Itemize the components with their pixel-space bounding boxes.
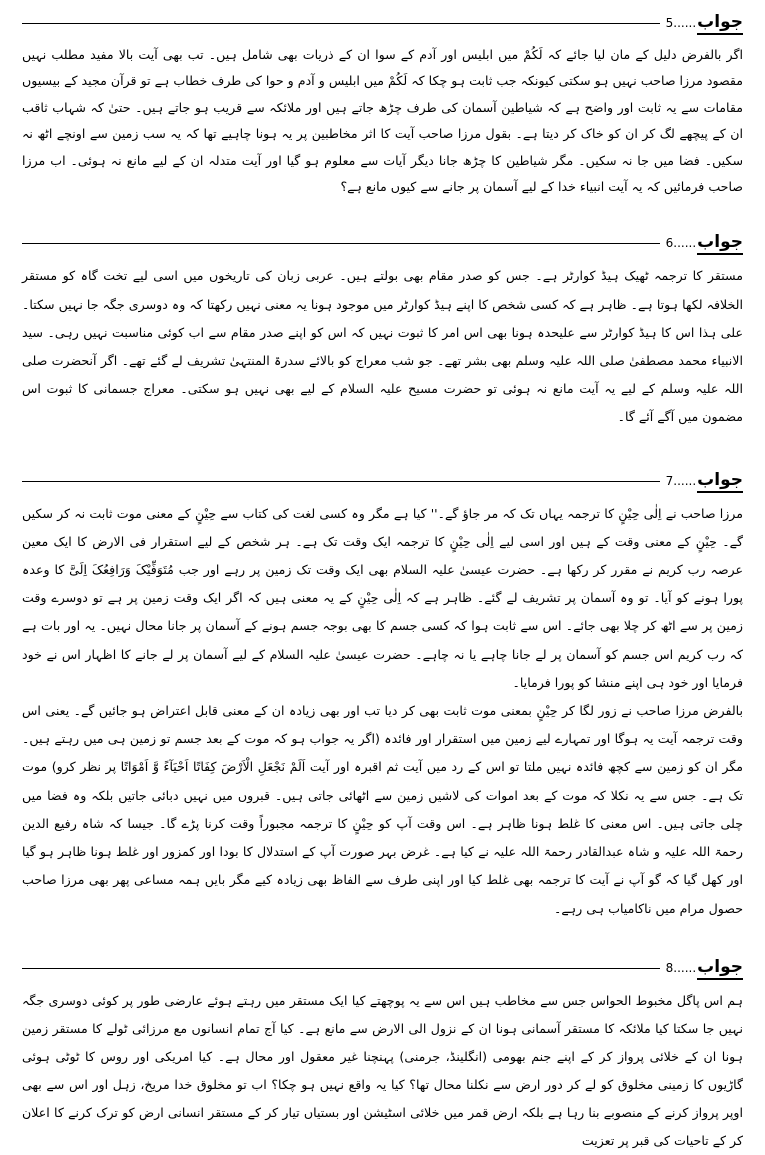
section-header — [22, 12, 743, 34]
section-paragraph: مرزا صاحب نے اِلٰی حِیْنٍ کا ترجمہ یہاں تک کہ مر جاؤ گے۔'' کیا ہے مگر وہ کسی لغت کی کتاب سے حِیْنٍ کے معنی موت ثابت نہ کر سکیں گے۔ حِیْنٍ کے معنی وقت کے ہیں اور اسی لیے اِلٰی حِیْنٍ کا ترجمہ ایک وقت تک ہے۔ ہر شخص کے لیے استقرار فی الارض کا ایک معین عرصہ رب کریم نے مقرر کر رکھا ہے۔ حضرت عیسیٰ علیہ السلام بھی ایک وقت تک زمین پر رہے اور جب مُتَوَفِّیْکَ وَرَافِعُکَ اِلَیَّ کا وعدہ پورا ہونے کو آیا۔ تو وہ آسمان پر تشریف لے گئے۔ ظاہر ہے کہ اِلٰی حِیْنٍ کے یہ معنی ہیں کہ اگر ایک وقت زمین پر ہے تو دوسرے وقت زمین پر سے اٹھ کر چلا بھی جائے۔ اس سے ثابت ہوا کہ کسی جسم کا بھی بوجہ جسم ہونے کے آسمان پر جانا محال نہیں۔ یہ اور بات ہے کہ رب کریم اس جسم کو آسمان پر لے جانا چاہے یا نہ چاہے۔ حضرت عیسیٰ علیہ السلام کے لیے آسمان پر لے جانے کا اظہار اس نے خود فرمایا اور خود ہی اپنے منشا کو پورا فرمایا۔ — [22, 505, 743, 690]
section-number: 7...... — [665, 473, 697, 488]
section-heading: جواب — [697, 11, 743, 35]
answer-section-5 — [22, 12, 743, 200]
header-label — [660, 470, 743, 492]
header-rule — [22, 481, 743, 482]
section-header — [22, 232, 743, 254]
section-number: 8...... — [665, 960, 697, 975]
section-number: 6...... — [665, 236, 697, 251]
section-paragraph: ہم اس پاگل مخبوط الحواس جس سے مخاطب ہیں اس سے یہ پوچھتے کیا ایک مستقر میں رہتے ہوئے عارضی طور پر کوئی دوسری جگہ نہیں جا سکتا کیا ملائکہ کا مستقر آسمانی ہونا ان کے نزول الی الارض سے مانع ہے۔ کیا آج تمام انسانوں مع مرزائی ٹولے کا مستقر زمین ہونا ان کے خلائی پرواز کر کے اپنے جنم بھومی (انگلینڈ، جرمنی) پہنچنا غیر معقول اور محال ہے۔ کیا امریکی اور روس کا ٹوٹی ہوئی گاڑیوں کا زمینی مخلوق کو لے کر دور ارض سے نکلنا محال تھا؟ کیا یہ واقع نہیں ہو چکا؟ اب تو مخلوق خدا مریخ، زہل اور اس سے بھی اوپر پرواز کرنے کے منصوبے بنا رہا ہے بلکہ ارض قمر میں خلائی اسٹیشن اور بستیاں تیار کر کے مستقر انسانی ارض کو ترک کرنے کا اعلان کر کے تاحیات کی قبر پر تعزیت — [22, 992, 743, 1148]
header-label — [660, 232, 743, 254]
section-header — [22, 957, 743, 979]
section-paragraph: اگر بالفرض دلیل کے مان لیا جائے کہ لَکُمْ میں ابلیس اور آدم کے سوا ان کے ذریات بھی شامل ہیں۔ تب بھی آیت بالا مفید مطلب نہیں مقصود مرزا صاحب نہیں ہو سکتی کیونکہ جب ثابت ہو چکا کہ لَکُمْ میں ابلیس و آدم و حوا کی طرف خطاب ہے تو قرآن مجید کے بیسیوں مقامات سے یہ ثابت اور واضح ہے کہ شیاطین آسمان کی طرف چڑھ جاتے ہیں اور ملائکہ سے قریب ہو جاتے ہیں۔ حتیٰ کہ شہاب ثاقب ان کے پیچھے لگ کر ان کو خاک کر دیتا ہے۔ بقول مرزا صاحب آیت کا اثر مخاطبین پر یہ ہونا چاہیے تھا کہ یہ سب زمین سے اونچے اٹھ نہ سکیں۔ فضا میں جا نہ سکیں۔ مگر شیاطین کا چڑھ جانا دیگر آیات سے معلوم ہو گیا اور آیت متدلہ ان کے لیے مانع نہ ہوئی۔ اب مرزا صاحب فرمائیں کہ یہ آیت انبیاء خدا کے لیے آسمان پر جانے سے کیوں مانع ہے؟ — [22, 47, 743, 195]
header-label — [660, 12, 743, 34]
answer-section-6 — [22, 232, 743, 431]
section-number: 5...... — [665, 16, 697, 30]
section-paragraph: مستقر کا ترجمہ ٹھیک ہیڈ کوارٹر ہے۔ جس کو صدر مقام بھی بولتے ہیں۔ عربی زبان کی تاریخوں میں اسی لیے تخت گاہ کو مستقر الخلافہ لکھا ہوتا ہے۔ ظاہر ہے کہ کسی شخص کا اپنے ہیڈ کوارٹر میں موجود ہونا یہ معنی نہیں رکھتا کہ وہ دوسری جگہ جا نہیں سکتا۔ علی ہذا اس کا ہیڈ کوارٹر سے علیحدہ ہونا بھی اس امر کا ثبوت نہیں کہ اس کو اپنے صدر مقام سے اب کوئی مناسبت نہیں رہی۔ سید الانبیاء محمد مصطفیٰ صلی اللہ علیہ وسلم بھی بشر تھے۔ جو شب معراج کو بالائے سدرۃ المنتہیٰ تشریف لے گئے تھے۔ اگر آنحضرت صلی اللہ علیہ وسلم کے لیے یہ آیت مانع نہ ہوئی تو حضرت مسیح علیہ السلام کے لیے بھی نہیں ہو سکتی۔ معراج جسمانی کا ثبوت اس مضمون میں آگے آئے گا۔ — [22, 268, 743, 425]
header-rule — [22, 23, 743, 24]
section-header — [22, 470, 743, 492]
answer-section-7 — [22, 470, 743, 923]
section-heading: جواب — [697, 469, 743, 493]
section-heading: جواب — [697, 231, 743, 255]
header-rule — [22, 968, 743, 969]
header-rule — [22, 243, 743, 244]
header-label — [660, 957, 743, 979]
section-paragraph: بالفرض مرزا صاحب نے زور لگا کر حِیْنٍ بمعنی موت ثابت بھی کر دیا تب اور بھی زیادہ ان کے معنی قابل اعتراض ہو جائیں گے۔ یعنی اس وقت ترجمہ آیت یہ ہوگا اور تمہارے لیے زمین میں استقرار اور فائدہ (اگر یہ جواب ہو کہ موت کے بعد جسم تو زمین ہی میں رہتے ہیں۔ مگر ان کو زمین سے کچھ فائدہ نہیں ملتا تو اس کے رد میں آیت ثم اقبرہ اور آیت اَلَمْ نَجْعَلِ الْاَرْضَ کِفَاتًا اَحْیَآءً وَّ اَمْوَاتًا پر نظر کرو) موت تک ہے۔ جس سے یہ نکلا کہ موت کے بعد اموات کی لاشیں زمین سے اٹھائی جاتی ہیں۔ قبروں میں نہیں دبائی جاتیں بلکہ وہ فضا میں چلی جاتی ہیں۔ اس معنی کا غلط ہونا ظاہر ہے۔ اس وقت آپ کو حِیْنٍ کا ترجمہ مجبوراً وقت کرنا پڑے گا۔ جیسا کہ شاہ رفیع الدین رحمۃ اللہ علیہ و شاہ عبدالقادر رحمۃ اللہ علیہ نے کیا ہے۔ غرض بہر صورت آپ کے استدلال کا بودا اور کمزور اور غلط ہونا ظاہر ہو گیا اور کھل گیا کہ گو آپ نے آیت کا ترجمہ بھی غلط کیا اور اپنی طرف سے الفاظ بھی زیادہ کیے مگر بایں ہمہ مساعی پھر بھی مرزا صاحب حصول مرام میں ناکامیاب ہی رہے۔ — [22, 703, 743, 916]
answer-section-8 — [22, 957, 743, 1155]
section-heading: جواب — [697, 956, 743, 980]
